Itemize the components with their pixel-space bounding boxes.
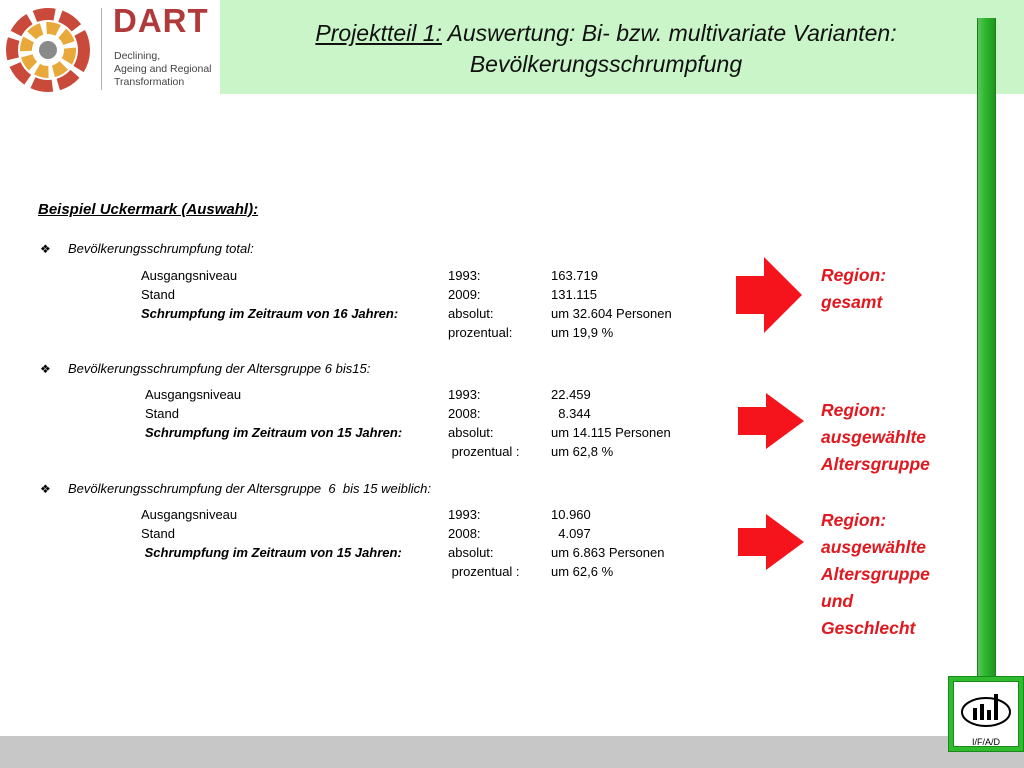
- row-key: 1993:: [448, 507, 481, 522]
- row-label: Stand: [141, 287, 175, 302]
- title-line2: Bevölkerungsschrumpfung: [469, 51, 743, 77]
- row-value: 131.115: [551, 287, 598, 302]
- region-line: ausgewählte: [821, 427, 927, 447]
- region-line: Geschlecht: [821, 618, 916, 638]
- row-key: 2008:: [448, 526, 481, 541]
- row-label: Ausgangsniveau: [145, 387, 242, 402]
- red-arrow-icon: [738, 514, 804, 570]
- logo-separator: [101, 8, 102, 90]
- bullet-item: [40, 481, 431, 496]
- ifad-bar-chart-icon: [954, 682, 1018, 732]
- region-label-geschlecht: [821, 507, 930, 642]
- ifad-logo: [948, 676, 1024, 752]
- row-value: 4.097: [551, 526, 591, 541]
- green-vertical-bar: [977, 18, 996, 766]
- row-value: um 62,6 %: [551, 564, 614, 579]
- row-key: 2008:: [448, 406, 481, 421]
- section-title: Beispiel Uckermark (Auswahl):: [38, 201, 259, 218]
- region-line: Region:: [821, 400, 887, 420]
- region-line: und: [821, 591, 854, 611]
- row-label: Schrumpfung im Zeitraum von 15 Jahren:: [145, 425, 403, 440]
- row-label: Stand: [145, 406, 179, 421]
- bullet-text: Bevölkerungsschrumpfung total:: [68, 241, 254, 256]
- row-label: Ausgangsniveau: [141, 268, 238, 283]
- logo-subtitle-line: Transformation: [114, 76, 185, 88]
- bullet-text: Bevölkerungsschrumpfung der Altersgruppe 6 bis 15 weiblich:: [68, 481, 431, 496]
- region-line: Altersgruppe: [821, 564, 930, 584]
- diamond-bullet-icon: ❖: [40, 242, 51, 256]
- region-label-altersgruppe: [821, 397, 930, 478]
- region-label-gesamt: [821, 262, 886, 316]
- title-prefix: Projektteil 1:: [315, 20, 442, 46]
- row-key: absolut:: [448, 425, 494, 440]
- footer-band: [0, 736, 1024, 768]
- row-key: prozentual :: [448, 444, 520, 459]
- diamond-bullet-icon: ❖: [40, 482, 51, 496]
- row-value: um 62,8 %: [551, 444, 614, 459]
- logo-subtitle: [114, 50, 212, 89]
- ifad-label: I/F/A/D: [971, 737, 1000, 747]
- row-value: 8.344: [551, 406, 591, 421]
- diamond-bullet-icon: ❖: [40, 362, 51, 376]
- page-title: [220, 18, 992, 80]
- bullet-item: [40, 241, 254, 256]
- row-label: Stand: [141, 526, 175, 541]
- row-label: Ausgangsniveau: [141, 507, 238, 522]
- row-key: 1993:: [448, 268, 481, 283]
- logo-subtitle-line: Ageing and Regional: [114, 63, 212, 75]
- region-line: Region:: [821, 510, 887, 530]
- dart-ring-logo-icon: [4, 6, 92, 94]
- region-line: Region:: [821, 265, 887, 285]
- row-key: prozentual :: [448, 564, 520, 579]
- row-value: um 14.115 Personen: [551, 425, 671, 440]
- row-value: 10.960: [551, 507, 591, 522]
- row-value: um 6.863 Personen: [551, 545, 665, 560]
- row-key: 1993:: [448, 387, 481, 402]
- dart-logo: [0, 0, 220, 94]
- logo-title: DART: [113, 2, 209, 39]
- logo-subtitle-line: Declining,: [114, 50, 161, 62]
- bullet-item: [40, 361, 370, 376]
- row-value: 163.719: [551, 268, 598, 283]
- region-line: Altersgruppe: [821, 454, 930, 474]
- red-arrow-icon: [738, 393, 804, 449]
- row-key: 2009:: [448, 287, 481, 302]
- row-key: absolut:: [448, 306, 494, 321]
- title-rest: Auswertung: Bi- bzw. multivariate Varianten:: [441, 20, 897, 46]
- region-line: ausgewählte: [821, 537, 927, 557]
- red-arrow-icon: [736, 257, 802, 333]
- row-value: um 32.604 Personen: [551, 306, 672, 321]
- row-label: Schrumpfung im Zeitraum von 16 Jahren:: [141, 306, 399, 321]
- row-label: Schrumpfung im Zeitraum von 15 Jahren:: [141, 545, 402, 560]
- bullet-text: Bevölkerungsschrumpfung der Altersgruppe 6 bis15:: [68, 361, 371, 376]
- row-key: prozentual:: [448, 325, 513, 340]
- region-line: gesamt: [821, 292, 883, 312]
- row-value: um 19,9 %: [551, 325, 614, 340]
- row-key: absolut:: [448, 545, 494, 560]
- row-value: 22.459: [551, 387, 591, 402]
